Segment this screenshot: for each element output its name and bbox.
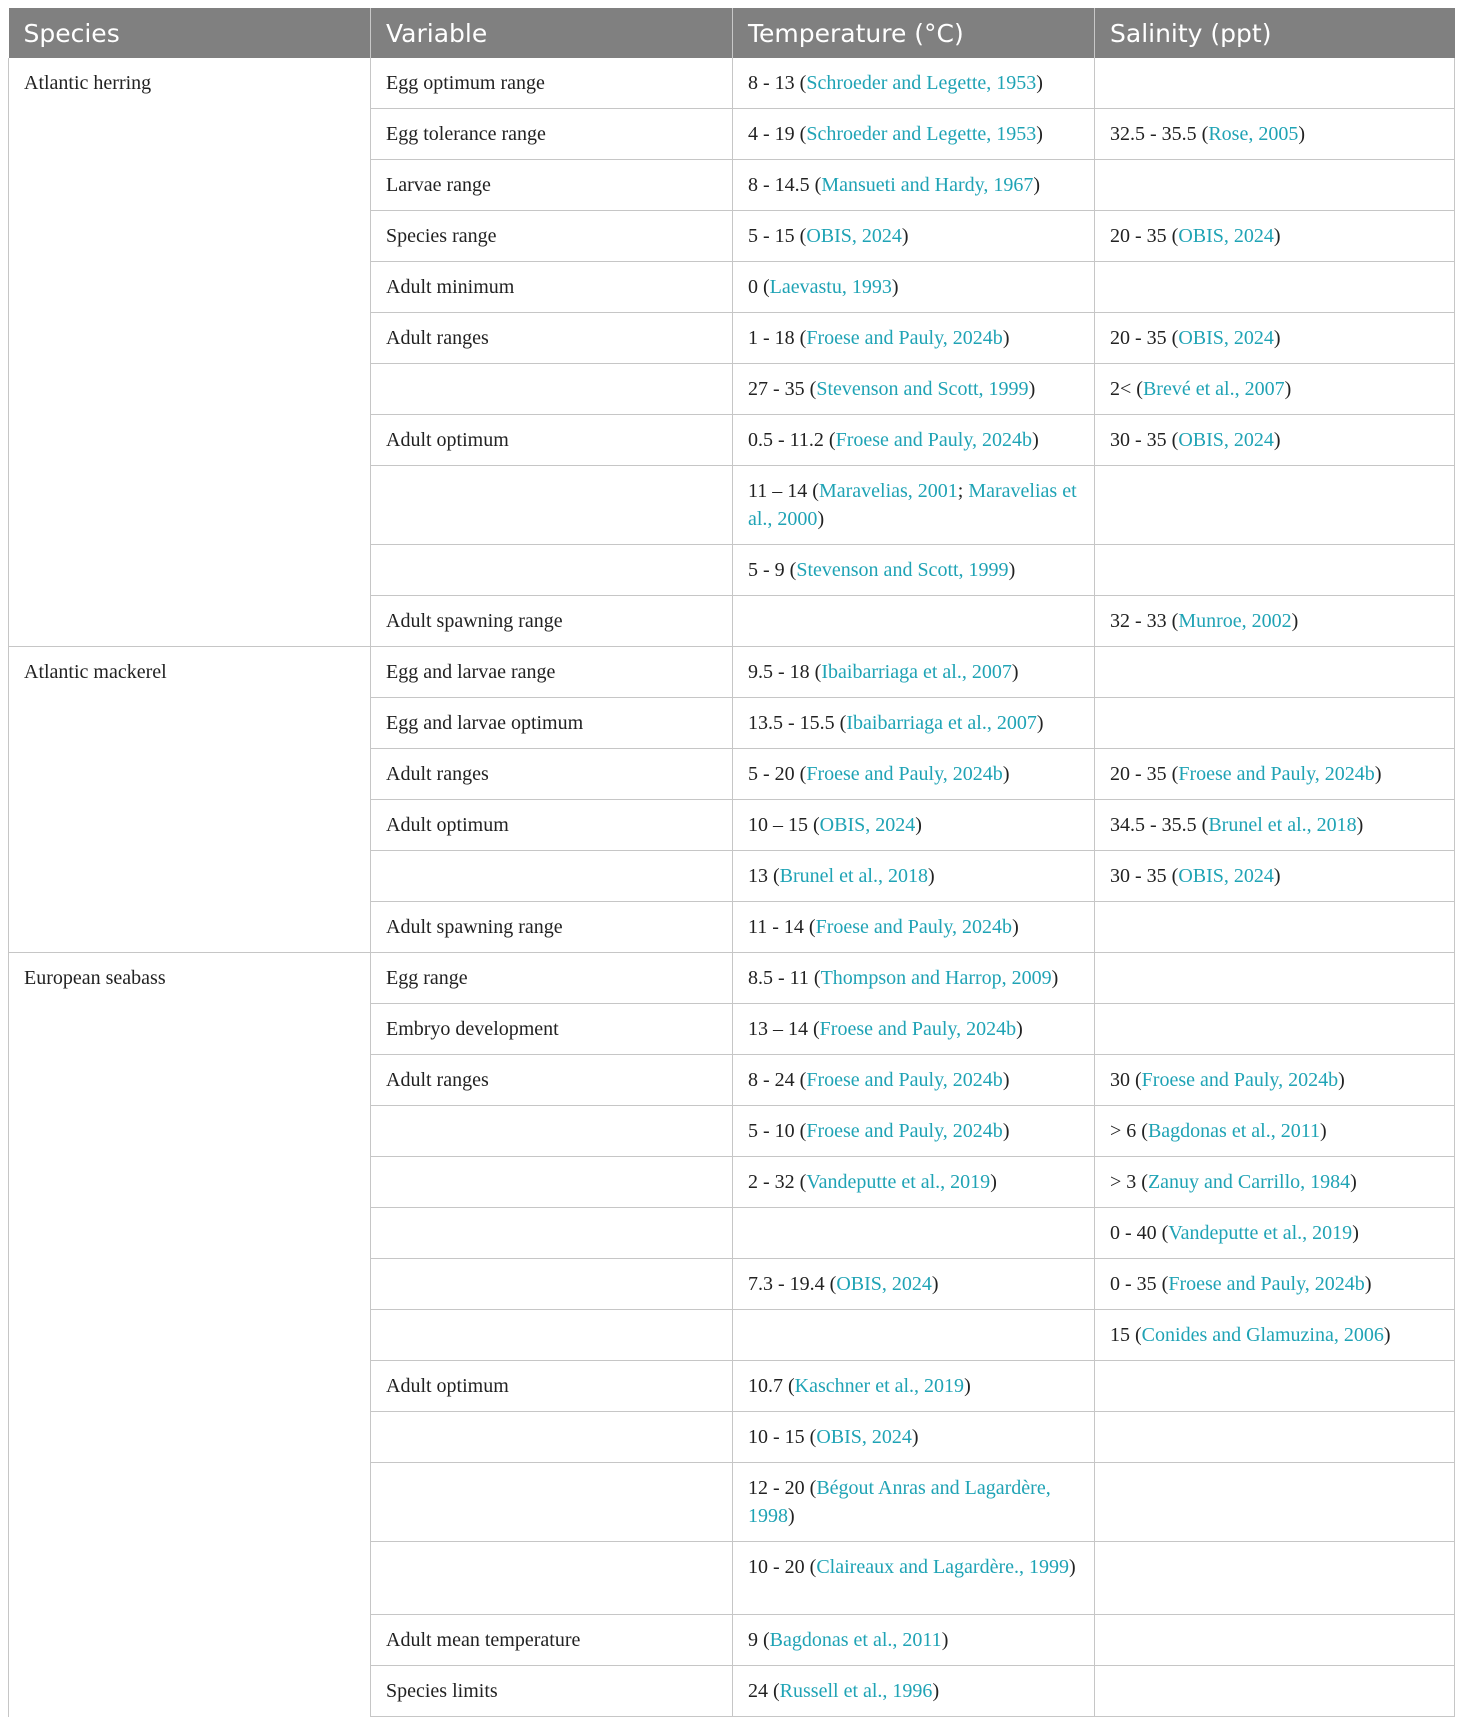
temperature-cell: 10 – 15 (OBIS, 2024) xyxy=(733,800,1095,851)
salinity-cell xyxy=(1095,160,1455,211)
temperature-value: 9 xyxy=(748,1629,758,1651)
species-cell: Atlantic herring xyxy=(9,58,371,647)
temperature-citation[interactable]: Froese and Pauly, 2024b xyxy=(815,916,1013,938)
temperature-cell: 10 - 15 (OBIS, 2024) xyxy=(733,1412,1095,1463)
temperature-citation[interactable]: Claireaux and Lagardère., 1999 xyxy=(816,1556,1070,1578)
temperature-citation[interactable]: Kaschner et al., 2019 xyxy=(794,1375,965,1397)
temperature-value: 10 - 20 xyxy=(748,1556,805,1578)
salinity-cell: 0 - 35 (Froese and Pauly, 2024b) xyxy=(1095,1259,1455,1310)
salinity-cell xyxy=(1095,698,1455,749)
temperature-value: 4 - 19 xyxy=(748,123,795,145)
temperature-citation[interactable]: Froese and Pauly, 2024b xyxy=(835,429,1033,451)
salinity-value: 20 - 35 xyxy=(1110,327,1167,349)
temperature-value: 8.5 - 11 xyxy=(748,967,809,989)
temperature-value: 1 - 18 xyxy=(748,327,795,349)
temperature-value: 10 - 15 xyxy=(748,1426,805,1448)
temperature-cell: 5 - 9 (Stevenson and Scott, 1999) xyxy=(733,545,1095,596)
salinity-cell xyxy=(1095,1412,1455,1463)
salinity-cell xyxy=(1095,902,1455,953)
temperature-cell: 10.7 (Kaschner et al., 2019) xyxy=(733,1361,1095,1412)
temperature-value: 8 - 24 xyxy=(748,1069,795,1091)
temperature-value: 8 - 13 xyxy=(748,72,795,94)
temperature-cell: 13 – 14 (Froese and Pauly, 2024b) xyxy=(733,1004,1095,1055)
salinity-citation[interactable]: OBIS, 2024 xyxy=(1178,327,1274,349)
species-cell: European seabass xyxy=(9,953,371,1717)
variable-cell: Egg range xyxy=(371,953,733,1004)
temperature-value: 13.5 - 15.5 xyxy=(748,712,835,734)
salinity-value: 32 - 33 xyxy=(1110,610,1167,632)
salinity-cell: > 3 (Zanuy and Carrillo, 1984) xyxy=(1095,1157,1455,1208)
temperature-value: 5 - 15 xyxy=(748,225,795,247)
variable-cell: Adult mean temperature xyxy=(371,1615,733,1666)
temperature-value: 12 - 20 xyxy=(748,1477,805,1499)
salinity-cell xyxy=(1095,1615,1455,1666)
temperature-citation[interactable]: OBIS, 2024 xyxy=(816,1426,912,1448)
salinity-cell xyxy=(1095,466,1455,545)
salinity-cell: 15 (Conides and Glamuzina, 2006) xyxy=(1095,1310,1455,1361)
salinity-cell: 30 - 35 (OBIS, 2024) xyxy=(1095,415,1455,466)
species-cell: Atlantic mackerel xyxy=(9,647,371,953)
temperature-cell: 11 – 14 (Maravelias, 2001; Maravelias et al., 2000) xyxy=(733,466,1095,545)
temperature-cell xyxy=(733,1310,1095,1361)
temperature-citation[interactable]: Vandeputte et al., 2019 xyxy=(806,1171,991,1193)
variable-cell: Adult optimum xyxy=(371,415,733,466)
temperature-cell: 5 - 20 (Froese and Pauly, 2024b) xyxy=(733,749,1095,800)
temperature-citation[interactable]: Russell et al., 1996 xyxy=(779,1680,933,1702)
salinity-cell xyxy=(1095,647,1455,698)
salinity-citation[interactable]: OBIS, 2024 xyxy=(1178,225,1274,247)
temperature-citation[interactable]: Froese and Pauly, 2024b xyxy=(806,327,1003,349)
temperature-cell: 2 - 32 (Vandeputte et al., 2019) xyxy=(733,1157,1095,1208)
salinity-cell xyxy=(1095,1542,1455,1615)
temperature-cell: 13 (Brunel et al., 2018) xyxy=(733,851,1095,902)
variable-cell: Adult spawning range xyxy=(371,902,733,953)
variable-cell xyxy=(371,466,733,545)
temperature-cell xyxy=(733,596,1095,647)
variable-cell: Adult optimum xyxy=(371,1361,733,1412)
variable-cell: Species range xyxy=(371,211,733,262)
temperature-citation[interactable]: Froese and Pauly, 2024b xyxy=(806,1069,1003,1091)
temperature-cell: 8 - 24 (Froese and Pauly, 2024b) xyxy=(733,1055,1095,1106)
salinity-cell: 30 - 35 (OBIS, 2024) xyxy=(1095,851,1455,902)
salinity-cell: 2< (Brevé et al., 2007) xyxy=(1095,364,1455,415)
variable-cell: Egg and larvae optimum xyxy=(371,698,733,749)
temperature-citation[interactable]: Froese and Pauly, 2024b xyxy=(806,1120,1003,1142)
temperature-citation[interactable]: Ibaibarriaga et al., 2007 xyxy=(846,712,1037,734)
variable-cell xyxy=(371,851,733,902)
temperature-value: 8 - 14.5 xyxy=(748,174,810,196)
variable-cell: Larvae range xyxy=(371,160,733,211)
variable-cell xyxy=(371,1259,733,1310)
temperature-cell xyxy=(733,1208,1095,1259)
salinity-cell: 32 - 33 (Munroe, 2002) xyxy=(1095,596,1455,647)
species-tolerance-table xyxy=(8,8,1455,1717)
salinity-value: 30 - 35 xyxy=(1110,865,1167,887)
temperature-cell: 1 - 18 (Froese and Pauly, 2024b) xyxy=(733,313,1095,364)
salinity-cell xyxy=(1095,953,1455,1004)
salinity-cell: 34.5 - 35.5 (Brunel et al., 2018) xyxy=(1095,800,1455,851)
variable-cell xyxy=(371,1106,733,1157)
salinity-cell xyxy=(1095,1004,1455,1055)
temperature-cell: 10 - 20 (Claireaux and Lagardère., 1999) xyxy=(733,1542,1095,1615)
temperature-cell: 5 - 10 (Froese and Pauly, 2024b) xyxy=(733,1106,1095,1157)
temperature-cell: 24 (Russell et al., 1996) xyxy=(733,1666,1095,1717)
temperature-value: 2 - 32 xyxy=(748,1171,795,1193)
variable-cell xyxy=(371,1463,733,1542)
table-body xyxy=(9,58,1455,1717)
salinity-value: 2< xyxy=(1110,378,1132,400)
temperature-citation[interactable]: OBIS, 2024 xyxy=(819,814,916,836)
temperature-cell: 8 - 14.5 (Mansueti and Hardy, 1967) xyxy=(733,160,1095,211)
variable-cell xyxy=(371,545,733,596)
header-species: Species xyxy=(9,8,371,58)
salinity-citation[interactable]: OBIS, 2024 xyxy=(1178,865,1274,887)
temperature-value: 5 - 20 xyxy=(748,763,795,785)
temperature-value: 0 xyxy=(748,276,758,298)
temperature-citation[interactable]: Bégout Anras and Lagardère, 1998 xyxy=(748,1477,1051,1527)
temperature-citation[interactable]: Froese and Pauly, 2024b xyxy=(819,1018,1017,1040)
variable-cell xyxy=(371,1157,733,1208)
variable-cell xyxy=(371,1412,733,1463)
temperature-value: 0.5 - 11.2 xyxy=(748,429,824,451)
temperature-cell: 11 - 14 (Froese and Pauly, 2024b) xyxy=(733,902,1095,953)
temperature-citation[interactable]: Stevenson and Scott, 1999 xyxy=(816,378,1029,400)
temperature-citation[interactable]: Mansueti and Hardy, 1967 xyxy=(821,174,1034,196)
salinity-citation[interactable]: Vandeputte et al., 2019 xyxy=(1168,1222,1353,1244)
temperature-citation[interactable]: OBIS, 2024 xyxy=(806,225,902,247)
variable-cell: Adult optimum xyxy=(371,800,733,851)
variable-cell: Adult minimum xyxy=(371,262,733,313)
variable-cell: Adult ranges xyxy=(371,313,733,364)
salinity-cell xyxy=(1095,262,1455,313)
salinity-cell: > 6 (Bagdonas et al., 2011) xyxy=(1095,1106,1455,1157)
variable-cell: Adult ranges xyxy=(371,1055,733,1106)
variable-cell xyxy=(371,1208,733,1259)
temperature-citation[interactable]: Thompson and Harrop, 2009 xyxy=(820,967,1052,989)
salinity-citation[interactable]: Bagdonas et al., 2011 xyxy=(1147,1120,1320,1142)
temperature-value: 10.7 xyxy=(748,1375,783,1397)
salinity-cell xyxy=(1095,58,1455,109)
temperature-cell: 0.5 - 11.2 (Froese and Pauly, 2024b) xyxy=(733,415,1095,466)
temperature-cell: 8.5 - 11 (Thompson and Harrop, 2009) xyxy=(733,953,1095,1004)
salinity-citation[interactable]: Conides and Glamuzina, 2006 xyxy=(1141,1324,1384,1346)
temperature-value: 11 – 14 xyxy=(748,480,808,502)
salinity-value: 30 xyxy=(1110,1069,1130,1091)
temperature-cell: 5 - 15 (OBIS, 2024) xyxy=(733,211,1095,262)
salinity-value: > 6 xyxy=(1110,1120,1137,1142)
temperature-cell: 12 - 20 (Bégout Anras and Lagardère, 1998) xyxy=(733,1463,1095,1542)
temperature-value: 9.5 - 18 xyxy=(748,661,810,683)
temperature-cell: 8 - 13 (Schroeder and Legette, 1953) xyxy=(733,58,1095,109)
temperature-citation[interactable]: Maravelias, 2001 xyxy=(818,480,958,502)
salinity-cell: 20 - 35 (Froese and Pauly, 2024b) xyxy=(1095,749,1455,800)
salinity-citation[interactable]: Froese and Pauly, 2024b xyxy=(1141,1069,1339,1091)
salinity-value: 20 - 35 xyxy=(1110,763,1167,785)
temperature-value: 10 – 15 xyxy=(748,814,808,836)
temperature-citation[interactable]: OBIS, 2024 xyxy=(836,1273,932,1295)
variable-cell: Adult ranges xyxy=(371,749,733,800)
salinity-value: 0 - 35 xyxy=(1110,1273,1157,1295)
temperature-value: 5 - 9 xyxy=(748,559,785,581)
variable-cell xyxy=(371,364,733,415)
salinity-cell xyxy=(1095,1361,1455,1412)
temperature-citation[interactable]: Schroeder and Legette, 1953 xyxy=(806,123,1037,145)
salinity-citation[interactable]: Froese and Pauly, 2024b xyxy=(1178,763,1375,785)
salinity-cell: 20 - 35 (OBIS, 2024) xyxy=(1095,313,1455,364)
temperature-value: 13 – 14 xyxy=(748,1018,808,1040)
salinity-value: > 3 xyxy=(1110,1171,1137,1193)
salinity-value: 20 - 35 xyxy=(1110,225,1167,247)
temperature-cell: 0 (Laevastu, 1993) xyxy=(733,262,1095,313)
header-salinity: Salinity (ppt) xyxy=(1095,8,1455,58)
salinity-value: 30 - 35 xyxy=(1110,429,1167,451)
salinity-value: 15 xyxy=(1110,1324,1130,1346)
temperature-value: 13 xyxy=(748,865,768,887)
salinity-value: 34.5 - 35.5 xyxy=(1110,814,1197,836)
salinity-citation[interactable]: OBIS, 2024 xyxy=(1178,429,1274,451)
temperature-value: 11 - 14 xyxy=(748,916,804,938)
salinity-citation[interactable]: Brevé et al., 2007 xyxy=(1142,378,1285,400)
table-container xyxy=(8,8,1454,1717)
salinity-cell: 20 - 35 (OBIS, 2024) xyxy=(1095,211,1455,262)
variable-cell: Egg optimum range xyxy=(371,58,733,109)
temperature-value: 5 - 10 xyxy=(748,1120,795,1142)
salinity-value: 32.5 - 35.5 xyxy=(1110,123,1197,145)
temperature-cell: 9.5 - 18 (Ibaibarriaga et al., 2007) xyxy=(733,647,1095,698)
temperature-cell: 9 (Bagdonas et al., 2011) xyxy=(733,1615,1095,1666)
header-variable: Variable xyxy=(371,8,733,58)
temperature-citation[interactable]: Bagdonas et al., 2011 xyxy=(769,1629,942,1651)
temperature-citation[interactable]: Schroeder and Legette, 1953 xyxy=(806,72,1037,94)
temperature-value: 27 - 35 xyxy=(748,378,805,400)
temperature-citation[interactable]: Froese and Pauly, 2024b xyxy=(806,763,1003,785)
salinity-cell xyxy=(1095,1666,1455,1717)
variable-cell: Egg and larvae range xyxy=(371,647,733,698)
temperature-cell: 4 - 19 (Schroeder and Legette, 1953) xyxy=(733,109,1095,160)
variable-cell: Embryo development xyxy=(371,1004,733,1055)
salinity-cell: 32.5 - 35.5 (Rose, 2005) xyxy=(1095,109,1455,160)
temperature-citation[interactable]: Ibaibarriaga et al., 2007 xyxy=(821,661,1012,683)
salinity-citation[interactable]: Zanuy and Carrillo, 1984 xyxy=(1147,1171,1351,1193)
temperature-value: 24 xyxy=(748,1680,768,1702)
salinity-cell: 30 (Froese and Pauly, 2024b) xyxy=(1095,1055,1455,1106)
header-row xyxy=(9,8,1455,58)
salinity-citation[interactable]: Brunel et al., 2018 xyxy=(1208,814,1357,836)
temperature-citation[interactable]: Brunel et al., 2018 xyxy=(779,865,928,887)
salinity-citation[interactable]: Rose, 2005 xyxy=(1208,123,1299,145)
temperature-citation[interactable]: Stevenson and Scott, 1999 xyxy=(796,559,1009,581)
variable-cell: Egg tolerance range xyxy=(371,109,733,160)
salinity-citation[interactable]: Froese and Pauly, 2024b xyxy=(1168,1273,1365,1295)
table-row xyxy=(9,953,1455,1004)
temperature-cell: 27 - 35 (Stevenson and Scott, 1999) xyxy=(733,364,1095,415)
table-row xyxy=(9,58,1455,109)
header-temperature: Temperature (°C) xyxy=(733,8,1095,58)
temperature-cell: 7.3 - 19.4 (OBIS, 2024) xyxy=(733,1259,1095,1310)
table-row xyxy=(9,647,1455,698)
variable-cell: Adult spawning range xyxy=(371,596,733,647)
variable-cell xyxy=(371,1310,733,1361)
temperature-citation[interactable]: Maravelias et al., 2000 xyxy=(748,480,1077,530)
variable-cell xyxy=(371,1542,733,1615)
temperature-value: 7.3 - 19.4 xyxy=(748,1273,825,1295)
salinity-cell xyxy=(1095,1463,1455,1542)
salinity-cell: 0 - 40 (Vandeputte et al., 2019) xyxy=(1095,1208,1455,1259)
variable-cell: Species limits xyxy=(371,1666,733,1717)
temperature-citation[interactable]: Laevastu, 1993 xyxy=(769,276,892,298)
salinity-value: 0 - 40 xyxy=(1110,1222,1157,1244)
salinity-cell xyxy=(1095,545,1455,596)
temperature-cell: 13.5 - 15.5 (Ibaibarriaga et al., 2007) xyxy=(733,698,1095,749)
salinity-citation[interactable]: Munroe, 2002 xyxy=(1178,610,1292,632)
